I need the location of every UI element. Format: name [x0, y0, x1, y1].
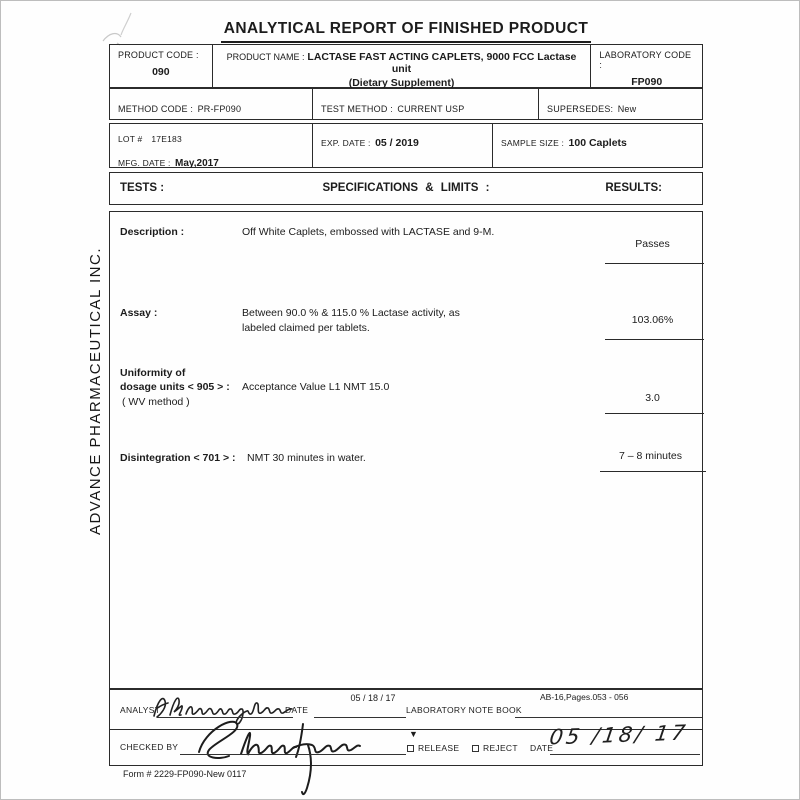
header-row-lot [109, 123, 703, 168]
test-description-spec: Off White Caplets, embossed with LACTASE and 9-M. [242, 226, 495, 238]
method-code-cell [110, 89, 312, 119]
test-uniformity-result: 3.0 [645, 392, 660, 404]
test-assay-result: 103.06% [631, 314, 674, 326]
product-name-subtitle: (Dietary Supplement) [348, 77, 455, 89]
notebook-label: LABORATORY NOTE BOOK [406, 705, 522, 715]
product-code-label: PRODUCT CODE : [118, 50, 199, 60]
checked-by-line [180, 754, 406, 755]
header-row-method [109, 88, 703, 120]
notebook-line [515, 717, 702, 718]
test-method-label: TEST METHOD : [321, 104, 393, 114]
exp-date-label: EXP. DATE : [321, 138, 371, 148]
checked-date-line [550, 754, 700, 755]
test-disintegration-result: 7 – 8 minutes [618, 450, 683, 462]
mfg-date-label: MFG. DATE : [118, 158, 171, 168]
test-assay-spec-line1: Between 90.0 % & 115.0 % Lactase activity, as [242, 307, 460, 319]
product-name-value: LACTASE FAST ACTING CAPLETS, 9000 FCC Lactase unit [307, 51, 577, 75]
test-assay-label: Assay : [120, 307, 158, 319]
column-tests: TESTS : [120, 182, 165, 194]
arrow-down-marker: ▼ [409, 729, 418, 739]
test-uniformity-spec: Acceptance Value L1 NMT 15.0 [242, 381, 390, 393]
laboratory-code-cell [590, 45, 702, 87]
method-code-label: METHOD CODE : [118, 104, 194, 114]
tests-body [109, 211, 703, 689]
checked-by-signature [185, 712, 385, 800]
release-checkbox [407, 745, 414, 752]
reject-label: REJECT [483, 743, 518, 753]
result-underline [605, 339, 704, 340]
test-assay-spec-line2: labeled claimed per tablets. [242, 322, 370, 334]
supersedes-cell [538, 89, 702, 119]
sample-size-label: SAMPLE SIZE : [501, 138, 565, 148]
mfg-date-value: May,2017 [175, 158, 219, 169]
notebook-value: AB-16,Pages.053 - 056 [540, 692, 629, 702]
test-method-value: CURRENT USP [397, 104, 465, 114]
test-method-cell [312, 89, 538, 119]
test-description-result: Passes [635, 238, 670, 250]
lot-label: LOT # [118, 134, 143, 144]
laboratory-code-label: LABORATORY CODE : [599, 50, 692, 70]
product-code-cell [110, 45, 212, 87]
laboratory-code-value: FP090 [631, 76, 663, 88]
column-specifications: SPECIFICATIONS & LIMITS : [322, 182, 490, 194]
supersedes-value: New [617, 104, 637, 114]
analyst-date-value: 05 / 18 / 17 [350, 693, 396, 703]
lot-cell [110, 124, 312, 167]
page-title [109, 20, 703, 43]
exp-date-cell [312, 124, 492, 167]
date-label: DATE [285, 705, 309, 715]
analyst-label: ANALYST [120, 705, 161, 715]
supersedes-label: SUPERSEDES: [547, 104, 614, 114]
table-column-header [109, 172, 703, 205]
checked-date-label: DATE [530, 743, 554, 753]
release-label: RELEASE [418, 743, 460, 753]
checked-by-label: CHECKED BY [120, 742, 179, 752]
company-name-vertical: ADVANCE PHARMACEUTICAL INC. [87, 246, 104, 536]
test-uniformity-label-line3: ( WV method ) [122, 396, 190, 408]
reject-checkbox [472, 745, 479, 752]
page-title-text: ANALYTICAL REPORT OF FINISHED PRODUCT [221, 20, 591, 43]
product-name-cell [212, 45, 591, 87]
result-underline [605, 413, 704, 414]
product-code-value: 090 [152, 66, 170, 78]
test-description-label: Description : [120, 226, 185, 238]
exp-date-value: 05 / 2019 [375, 137, 419, 149]
test-uniformity-label-line2: dosage units < 905 > : [120, 381, 230, 393]
result-underline [605, 263, 704, 264]
sample-size-value: 100 Caplets [568, 137, 627, 149]
sample-size-cell [492, 124, 702, 167]
method-code-value: PR-FP090 [197, 104, 242, 114]
column-results: RESULTS: [605, 182, 662, 194]
lot-value: 17E183 [151, 134, 182, 144]
product-name-label: PRODUCT NAME : [226, 52, 305, 62]
test-disintegration-spec: NMT 30 minutes in water. [247, 452, 366, 464]
signoff-section [109, 689, 703, 766]
test-disintegration-label: Disintegration < 701 > : [120, 452, 236, 464]
checked-date-handwritten: 05 /18/ 17 [547, 720, 690, 750]
form-number: Form # 2229-FP090-New 0117 [123, 769, 247, 779]
result-underline [600, 471, 706, 472]
test-uniformity-label-line1: Uniformity of [120, 367, 186, 379]
header-row-product [109, 44, 703, 88]
